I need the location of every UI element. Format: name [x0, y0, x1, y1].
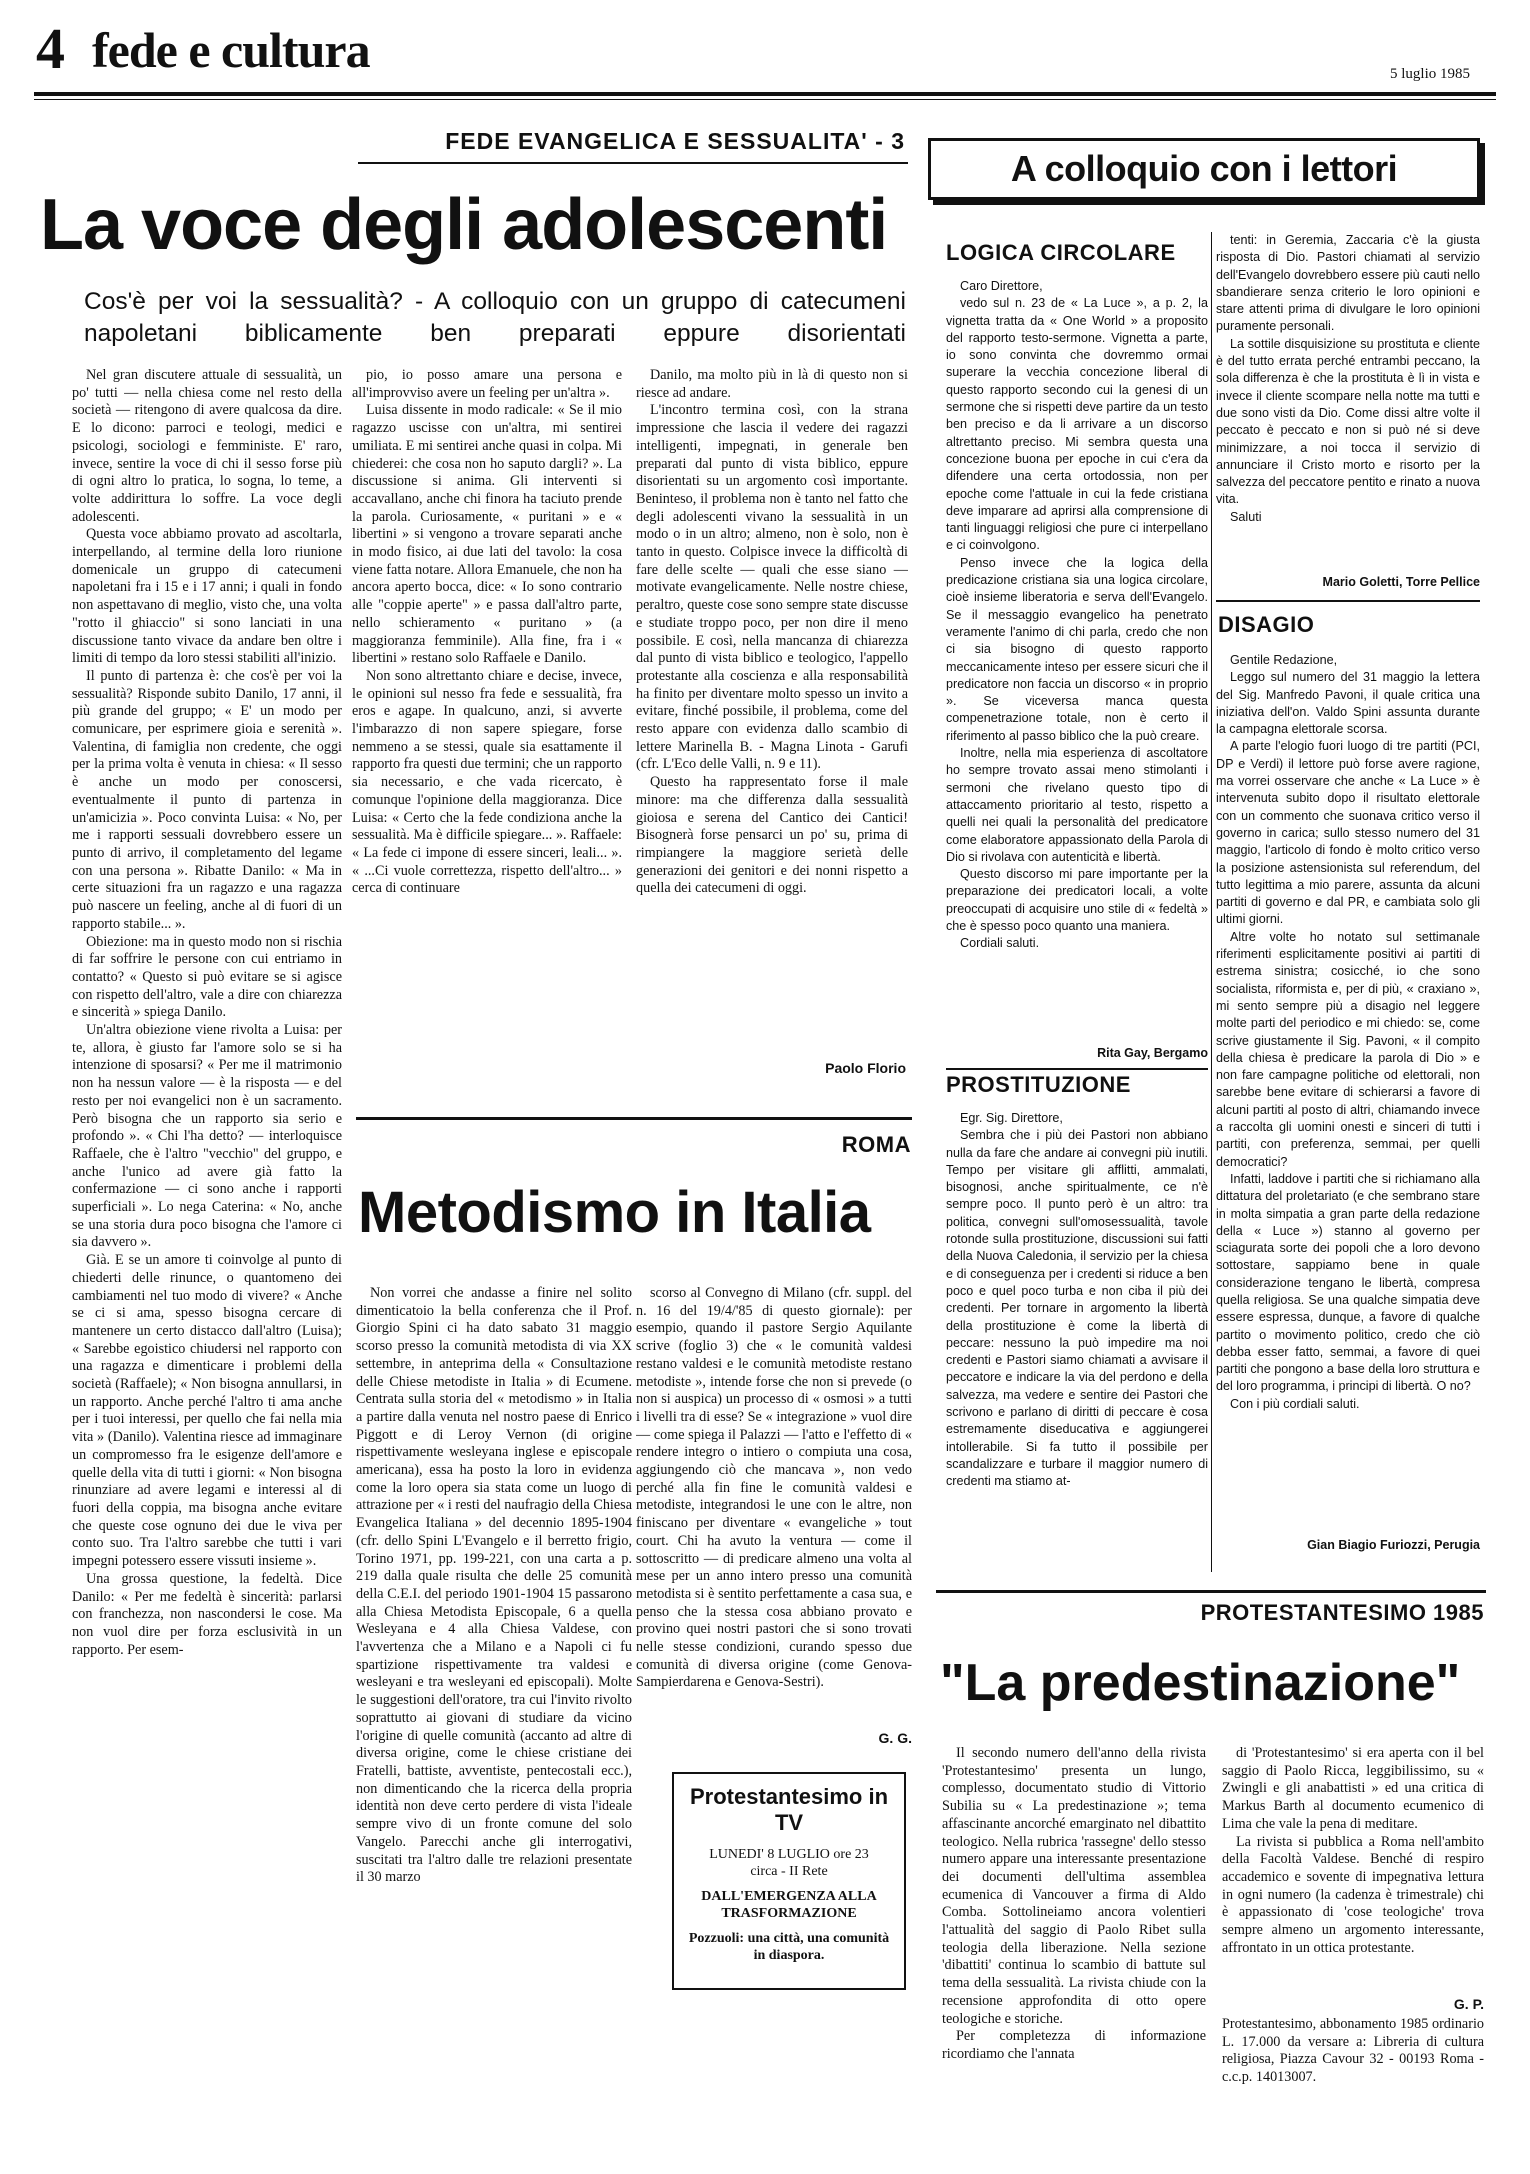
paragraph: Obiezione: ma in questo modo non si rischia di far soffrire le persone con cui entriamo in contatto? « Questo si può evitare se si agisce con rispetto dell'altro, vale a dire con chiarezza e sincerità » spiega Danilo.: [72, 933, 342, 1021]
roma-headline: Metodismo in Italia: [358, 1180, 871, 1245]
paragraph: Luisa dissente in modo radicale: « Se il mio ragazzo uscisse con un'altra, mi sentirei umiliata. E mi sentirei anche quasi in colpa. Mi chiederei: che cosa non ho saputo dargli? ». La discussione si anima. Gli interventi si accavallano, anche chi finora ha taciuto prende la parola. Curiosamente, « puritani » e « libertini » si vengono a trovare separati anche in modo fisico, ai due lati del tavolo: la cosa viene fatta notare. Allora Emanuele, che non ha ancora aperto bocca, dice: « Io sono contrario alle "coppie aperte" » e passa dall'altro parte, nello schieramento « puritano » (a maggioranza femminile). Alla fine, fra i « libertini » restano solo Raffaele e Danilo.: [352, 402, 622, 667]
subheadline: Cos'è per voi la sessualità? - A colloquio con un gruppo di catecumeni napoletani biblicamente ben preparati eppure disorientati: [84, 288, 906, 347]
roma-rule: [356, 1117, 912, 1120]
lettori-column-2: [1216, 232, 1480, 562]
tv-sub: Pozzuoli: una città, una comunità in diaspora.: [688, 1931, 890, 1963]
prot-rule: [936, 1590, 1486, 1593]
paragraph: Il punto di partenza è: che cos'è per voi la sessualità? Risponde subito Danilo, 17 anni, il più grande del gruppo; « E' un modo per comunicare, per esprimere gioia e serenità ». Valentina, di famiglia non credente, che oggi per la prima volta è venuta in chiesa: « Il sesso è anche un modo per conoscersi, eventualmente il punto di partenza in un'amicizia ». Poco convinta Luisa: « No, per me i rapporti sessuali dovrebbero essere un punto di arrivo, il completamento del legame con una persona ». Ribatte Danilo: « Ma in certe situazioni fra un ragazzo e una ragazza può nascere un feeling, anche al di fuori di un rapporto stabile... ».: [72, 667, 342, 932]
paragraph: Infatti, laddove i partiti che si richiamano alla dittatura del proletariato (e che sembrano stare in molta simpatia a gran parte della redazione della « Luce ») stanno al governo per sciagurata sorte dei popoli che a loro devono sottostare, sappiamo bene in quale considerazione tengano le libertà, compresa quella religiosa. Se una qualche simpatia deve essere espressa, dunque, a favore di qualche partito o movimento politico, credo che ciò debba esser fatto, semmai, a favore di quei partiti che pongono a base della loro struttura e del loro programma, i principi di libertà. O no?: [1216, 1171, 1480, 1394]
paragraph: Con i più cordiali saluti.: [1230, 1396, 1360, 1411]
roma-author: G. G.: [878, 1730, 912, 1746]
paragraph: Nel gran discutere attuale di sessualità, un po' tutti — nella chiesa come nel resto della società — ritengono di avere qualcosa da dire. E lo dicono: parroci e teologi, medici e psicologi, sociologi e femministe. E' raro, invece, sentire la voce di chi il sesso forse più di ogni altro lo pratica, lo sogna, lo teme, a volte addirittura lo soffre. La voce degli adolescenti.: [72, 367, 342, 525]
disagio-rule: [1216, 600, 1480, 602]
paragraph: Questo discorso mi pare importante per la preparazione dei predicatori locali, a volte preoccupati di acquisire uno stile di « fedeltà » che è spesso poco quanto una maniera.: [946, 867, 1208, 933]
paragraph: Egr. Sig. Direttore,: [960, 1111, 1063, 1125]
prot-author: G. P.: [1453, 1996, 1484, 2012]
main-headline: La voce degli adolescenti: [40, 185, 888, 265]
disagio-column: [1216, 652, 1480, 1557]
paragraph: Per completezza di informazione ricordiamo che l'annata: [942, 2028, 1206, 2062]
paragraph: Questo ha rappresentato forse il male minore: ma che differenza dalla sessualità gioiosa e serena del Cantico dei Cantici! Bisognerà forse pensarci un po' su, prima di rimpiangere la maggiore serietà delle generazioni dei genitori e dei nonni rispetto a quella dei catecumeni di oggi.: [636, 774, 908, 897]
paragraph: Danilo, ma molto più in là di questo non si riesce ad andare.: [636, 367, 908, 401]
masthead-rule-thin: [34, 99, 1496, 100]
paragraph: tenti: in Geremia, Zaccaria c'è la giusta risposta di Dio. Pastori chiamati al servizio dell'Evangelo dovrebbero essere più cauti nello sbandierare senza criterio le loro opinioni e stare attenti prima di divulgare le loro opinioni puramente personali.: [1216, 233, 1480, 334]
logica-signature: Rita Gay, Bergamo: [1097, 1046, 1208, 1060]
paragraph: A parte l'elogio fuori luogo di tre partiti (PCI, DP e Verdi) il lettore può forse avere ragione, ma vorrei osservare che anche « La Luce » è intervenuta subito dopo il risultato elettorale con un commento che suonava critico verso il governo in carica; sullo stesso numero del 31 maggio, l'articolo di fondo è molto critico verso la posizione astensionista sul referendum, del tutto legittima a mio parere, assunta da alcuni partiti di governo e dal PR, e cambiata solo gli ultimi giorni.: [1216, 739, 1480, 927]
series-label: FEDE EVANGELICA E SESSUALITA' - 3: [445, 128, 905, 154]
paragraph: di 'Protestantesimo' si era aperta con il bel saggio di Paolo Ricca, leggibilissimo, su « Zwingli e gli anabattisti » ed una critica di Markus Barth al documento ecumenico di Lima che vale la pena di meditare.: [1222, 1745, 1484, 1832]
prot-subscription: Protestantesimo, abbonamento 1985 ordinario L. 17.000 da versare a: Libreria di cultura religiosa, Piazza Cavour 32 - 00193 Roma - c.c.p. 14013007.: [1222, 2016, 1484, 2086]
logica-column: [946, 278, 1208, 1058]
lettori-banner: A colloquio con i lettori: [928, 138, 1480, 200]
roma-column-2: [636, 1285, 912, 1725]
issue-date: 5 luglio 1985: [1389, 66, 1470, 82]
paragraph: La rivista si pubblica a Roma nell'ambito della Facoltà Valdese. Benché di respiro accademico e sovente di impegnativa lettura in ogni numero (la cadenza è trimestrale) chi è appassionato di 'cose teologiche' trova sempre almeno un argomento interessante, affrontato in un ottica protestante.: [1222, 1833, 1484, 1956]
paragraph: Altre volte ho notato sul settimanale riferimenti esplicitamente positivi ai partiti di estrema sinistra; cosicché, io che sono socialista, riformista e, per di più, « craxiano », mi sento sempre più a disagio nel leggere molte parti del periodico e mi chiedo: se, come scrive giustamente il Sig. Pavoni, « il compito della chiesa è predicare la parola di Dio » e non fare campagne politiche od elettorali, non sarebbe bene evitare di schierarsi a favore di alcuni partiti al posto di altri, chiamando invece a raccolta gli uomini onesti e sinceri di tutti i partiti, con preferenza, semmai, per quelli democratici?: [1216, 929, 1480, 1169]
paragraph: pio, io posso amare una persona e all'improvviso avere un feeling per un'altra ».: [352, 367, 622, 401]
goletti-signature: Mario Goletti, Torre Pellice: [1322, 575, 1480, 589]
tv-theme: DALL'EMERGENZA ALLA TRASFORMAZIONE: [701, 1889, 877, 1921]
prot-column-2: [1222, 1745, 1484, 1975]
paragraph: Gentile Redazione,: [1230, 653, 1338, 667]
series-rule: [358, 162, 908, 164]
prost-rule: [946, 1068, 1208, 1070]
paragraph: Non vorrei che andasse a finire nel solito dimenticatoio la bella conferenza che il Prof. Giorgio Spini ci ha dato sabato 31 maggio scorso presso la comunità metodista di via XX settembre, in anteprima della « Consultazione delle Chiese metodiste in Italia » di Ecumene. Centrata sulla storia del « metodismo » in Italia a partire dalla venuta nel nostro paese di Enrico Piggott e di Leroy Vernon (di origine rispettivamente wesleyana inglese e episcopale americana), essa ha posto la loro in evidenza come la loro opera sia stata come un luogo di attrazione per « i resti del naufragio della Chiesa Evangelica Italiana » del decennio 1895-1904 (cfr. dello Spini L'Evangelo e il berretto frigio, Torino 1971, pp. 199-221, con una carta a p. 219 dalla quale risulta che delle 25 comunità della C.E.I. del periodo 1901-1904 15 passarono alla Chiesa Metodista Episcopale, 6 a quella Wesleyana e 4 alla Chiesa Valdese, con l'avvertenza che a Milano e a Napoli ci fu spartizione rispettivamente tra valdesi e wesleyani e tra wesleyani ed episcopali). Molte le suggestioni dell'oratore, tra cui l'invito rivolto soprattutto ai giovani di studiare da vicino l'origine di quelle comunità (accanto ad altre di diversa origine, come le chiese cristiane dei Fratelli, battiste, avventiste, pentecostali ecc.), non dimenticando che la ricerca della propria identità non deve certo perdere di vista l'ideale sempre vivo di un fronte comune del solo Vangelo. Parecchi anche gli interrogativi, suscitati tra l'altro dalle tre relazioni presentate il 30 marzo: [356, 1285, 632, 1886]
paragraph: Cordiali saluti.: [960, 936, 1040, 951]
section-title: fede e cultura: [92, 22, 370, 78]
tv-title: Protestantesimo in TV: [689, 1784, 889, 1835]
page-number: 4: [36, 16, 65, 81]
prot-headline: "La predestinazione": [940, 1654, 1461, 1712]
disagio-title: DISAGIO: [1218, 612, 1315, 637]
paragraph: Sembra che i più dei Pastori non abbiano nulla da fare che andare ai convegni più inutili. Tempo per visitare gli afflitti, ammalati, bisognosi, anche spiritualmente, ce n'è sempre poco. Il punto però è un altro: tra politica, convegni sull'omosessualità, tavole rotonde sulla prostituzione, discussioni sui fatti della Nuova Caledonia, il servizio per la chiesa e di conseguenza per i credenti si riduce a ben poco e quel poco turba e non ciba il più dei credenti. Per tornare in argomento la libertà della prostituzione è come la libertà di peccare: nessuno la può impedire ma noi credenti e Pastori siamo chiamati a avvisare il peccatore e indicare la via del perdono e della salvezza, ma vedere e sentire dei Pastori che scrivono e parlano di diritti di peccare è cosa estremamente diseducativa e aggiungerei intollerabile. Si fa tutto il possibile per scandalizzare e turbare il maggior numero di credenti ma stiamo at-: [946, 1128, 1208, 1489]
paragraph: vedo sul n. 23 de « La Luce », a p. 2, la vignetta tratta da « One World » a proposito del rapporto testo-sermone. Vignetta a parte, io sono convinta che dovremmo ormai superare la vecchia concezione liberal di questo rapporto secondo cui la genesi di un sermone che si rispetti deve partire da un testo ben preciso e da li arrivare a un discorso altrettanto preciso. Mi sembra questa una concezione buona per epoche in cui c'era da difendere una certa ortodossia, non per epoche come l'attuale in cui la fede cristiana deve imparare ad aprirsi alla comprensione di tanti linguaggi religiosi che pure ci interpellano e ci coinvolgono.: [946, 296, 1208, 553]
paragraph: Una grossa questione, la fedeltà. Dice Danilo: « Per me fedeltà è sincerità: parlarsi con franchezza, non nascondersi le cose. Ma non vuol dire per forza esclusività in un rapporto. Per esem-: [72, 1570, 342, 1658]
paragraph: Leggo sul numero del 31 maggio la lettera del Sig. Manfredo Pavoni, il quale critica una iniziativa dell'on. Valdo Spini assunta durante la campagna elettorale scorsa.: [1216, 670, 1480, 737]
paragraph: Penso invece che la logica della predicazione cristiana sia una logica circolare, cioè insieme liberatoria e serva dell'Evangelo. Se il messaggio evangelico ha penetrato veramente l'animo di chi parla, credo che non ci sia bisogno di questo rapporto meccanicamente inteso per essere sicuri che il predicatore non faccia un discorso « in proprio ». Se viceversa manca questa compenetrazione totale, non è certo il riferimento al passo biblico che la può creare.: [946, 555, 1208, 743]
paragraph: Il secondo numero dell'anno della rivista 'Protestantesimo' presenta un lungo, complesso, documentato studio di Vittorio Subilia su « La predestinazione »; tema affascinante ancorché emarginato nel dibattito teologico. Nella rubrica 'rassegne' dello stesso numero appare una interessante presentazione dei documenti dell'ultima assemblea ecumenica di Vancouver a firma di Aldo Comba. Sottolineiamo ancora volentieri l'attualità del saggio di Paolo Ribet sulla teologia della liberazione. Nella sezione 'dibattiti' continua lo scambio di battute sul tema della sessualità. La rivista chiude con la recensione approfondita di otto opere teologiche e storiche.: [942, 1745, 1206, 2027]
lettori-divider: [1211, 232, 1212, 1572]
article-column-1: [72, 367, 342, 2167]
paragraph: Saluti: [1230, 509, 1262, 524]
paragraph: Questa voce abbiamo provato ad ascoltarla, interpellando, al termine della loro riunione domenicale un gruppo di catecumeni napoletani fra i 15 e i 17 anni; i quali in fondo non aspettavano di meglio, visto che, una volta "rotto il ghiaccio" si sono lanciati in una discussione tanto vivace da andare ben oltre i limiti di tempo da loro stessi stabiliti all'inizio.: [72, 526, 342, 667]
paragraph: Inoltre, nella mia esperienza di ascoltatore ho sempre trovato assai meno stimolanti i sermoni che rivelano questo tipo di attaccamento prioritario al testo, rispetto a quelli nei quali la personalità del predicatore come elaboratore appassionato della Parola di Dio si rivolava con autenticità e libertà.: [946, 746, 1208, 864]
prot-label: PROTESTANTESIMO 1985: [1200, 1600, 1484, 1625]
prot-column-1: [942, 1745, 1206, 2165]
tv-when: LUNEDI' 8 LUGLIO ore 23 circa - II Rete: [709, 1847, 869, 1879]
paragraph: Non sono altrettanto chiare e decise, invece, le opinioni sul nesso fra fede e sessualità, fra eros e agape. In qualcuno, anzi, si avverte l'imbarazzo di non sapere spiegare, forse nemmeno a se stessi, quale sia esattamente il rapporto fra questi due termini; che un rapporto sia necessario, e che vada ricercato, è comunque l'opinione della maggioranza. Dice Luisa: « Certo che la fede condiziona anche la sessualità. Ma è difficile spiegare... ». Raffaele: « La fede ci impone di essere sinceri, leali... ». « ...Ci vuole correttezza, rispetto dell'altro... » cerca di continuare: [352, 667, 622, 897]
paragraph: Già. E se un amore ti coinvolge al punto di chiederti delle rinunce, o quantomeno dei cambiamenti nel tuo modo di vivere? « Anche se ci si ama, spesso bisogna cercare di mantenere un certo distacco dall'altro (Luisa); « Sarebbe egoistico chiudersi nel rapporto con una ragazza e dimenticare i problemi della società (Raffaele); « Non bisogna annullarsi, in un rapporto. Anche perché l'altro ti ama anche per i tuoi interessi, per quello che fai nella mia vita » (Danilo). Valentina riesce ad immaginare un compromesso fra le esigenze dell'amore e quelle della vita di tutti i giorni: « Non bisogna rinunziare ad avere legami e interessi al di fuori della coppia, ma bisogna anche evitare che queste cose ognuno dei due le viva per conto suo. Tra l'altro sarebbe che tutti i vari impegni potessero essere vissuti insieme ».: [72, 1252, 342, 1570]
article-author: Paolo Florio: [825, 1060, 906, 1076]
roma-column-1: [356, 1285, 632, 2165]
masthead-rule: [34, 92, 1496, 96]
article-column-2: [352, 367, 622, 1087]
paragraph: scorso al Convegno di Milano (cfr. suppl. del n. 16 del 19/4/'85 di questo giornale): per esempio, quando il pastore Sergio Aquilante scrive (foglio 3) che « le comunità valdesi restano valdesi e le comunità metodiste restano metodiste », intende forse che non si prevede (o non si auspica) un processo di « osmosi » a tutti i livelli tra di esse? Se « integrazione » vuol dire — come spiega il Palazzi — l'atto e l'effetto di « rendere integro o intiero o compiuta una cosa, aggiungendo ciò che mancava », non vedo perché alla fin fine le comunità valdesi e metodiste, integrandosi le une con le altre, non finiscano per diventare « evangeliche » tout court. Chi ha avuto la ventura — come il sottoscritto — di predicare almeno una volta al mese per un anno intero presso una comunità metodista si è sentito perfettamente a casa sua, e penso che la stessa cosa abbiano provato e provino quei nostri pastori che si sono trovati nelle stesse condizioni, curando spesso due comunità di diversa origine (come Genova-Sampierdarena e Genova-Sestri).: [636, 1285, 912, 1691]
paragraph: Caro Direttore,: [960, 279, 1043, 293]
tv-box: [672, 1772, 906, 1990]
prost-title: PROSTITUZIONE: [946, 1072, 1131, 1097]
article-column-3: [636, 367, 908, 1047]
paragraph: Un'altra obiezione viene rivolta a Luisa: per te, allora, è giusto far l'amore solo se si ha intenzione di sposarsi? « Per me il matrimonio non ha nessun valore — è la risposta — e del resto per noi evangelici non è un sacramento. Però bisogna che un rapporto sia serio e profondo ». « Chi l'ha detto? — interloquisce Raffaele, che è l'altro "vecchio" del gruppo, e anche l'unico ad avere già fatto la confermazione — ci sono anche i rapporti superficiali ». Lo nega Caterina: « No, anche se una storia dura poco bisogna che l'amore ci sia davvero ».: [72, 1022, 342, 1251]
prost-column: [946, 1110, 1208, 1575]
paragraph: L'incontro termina così, con la strana impressione che lascia il vedere dei ragazzi intelligenti, impegnati, in generale ben preparati dal punto di vista biblico, eppure disorientati su un argomento così importante. Beninteso, il problema non è tanto nel fatto che degli adolescenti vivano la sessualità in un modo o in un altro; almeno, non è solo, non è tanto in questo. Colpisce invece la difficoltà di fare delle scelte — quali che esse siano — motivate evangelicamente. Nelle nostre chiese, peraltro, queste cose sono sempre state discusse e studiate troppo poco, per non dire il meno possibile. E così, nella mancanza di chiarezza dal punto di vista biblico e teologico, l'appello protestante alla coscienza e alla responsabilità ha finito per diventare molto spesso un invito a evitare, finché possibile, il problema, come del resto appare con evidenza dallo scambio di lettere Marinella B. - Magna Linota - Garufi (cfr. L'Eco delle Valli, n. 9 e 11).: [636, 402, 908, 773]
logica-title: LOGICA CIRCOLARE: [946, 240, 1176, 265]
disagio-signature: Gian Biagio Furiozzi, Perugia: [1307, 1538, 1480, 1552]
roma-label: ROMA: [841, 1132, 911, 1157]
paragraph: La sottile disquisizione su prostituta e cliente è del tutto errata perché entrambi peccano, la sola differenza è che la prostituta è lì in vista e invece il cliente scompare nella notte ma tutti e due sono visti da Dio. Come dissi altre volte il peccato è peccato e non si può né si deve minimizzare, a noi tocca il servizio di annunciare il Cristo morto e risorto per la salvezza del peccatore pentito e rinato a nuova vita.: [1216, 336, 1480, 507]
